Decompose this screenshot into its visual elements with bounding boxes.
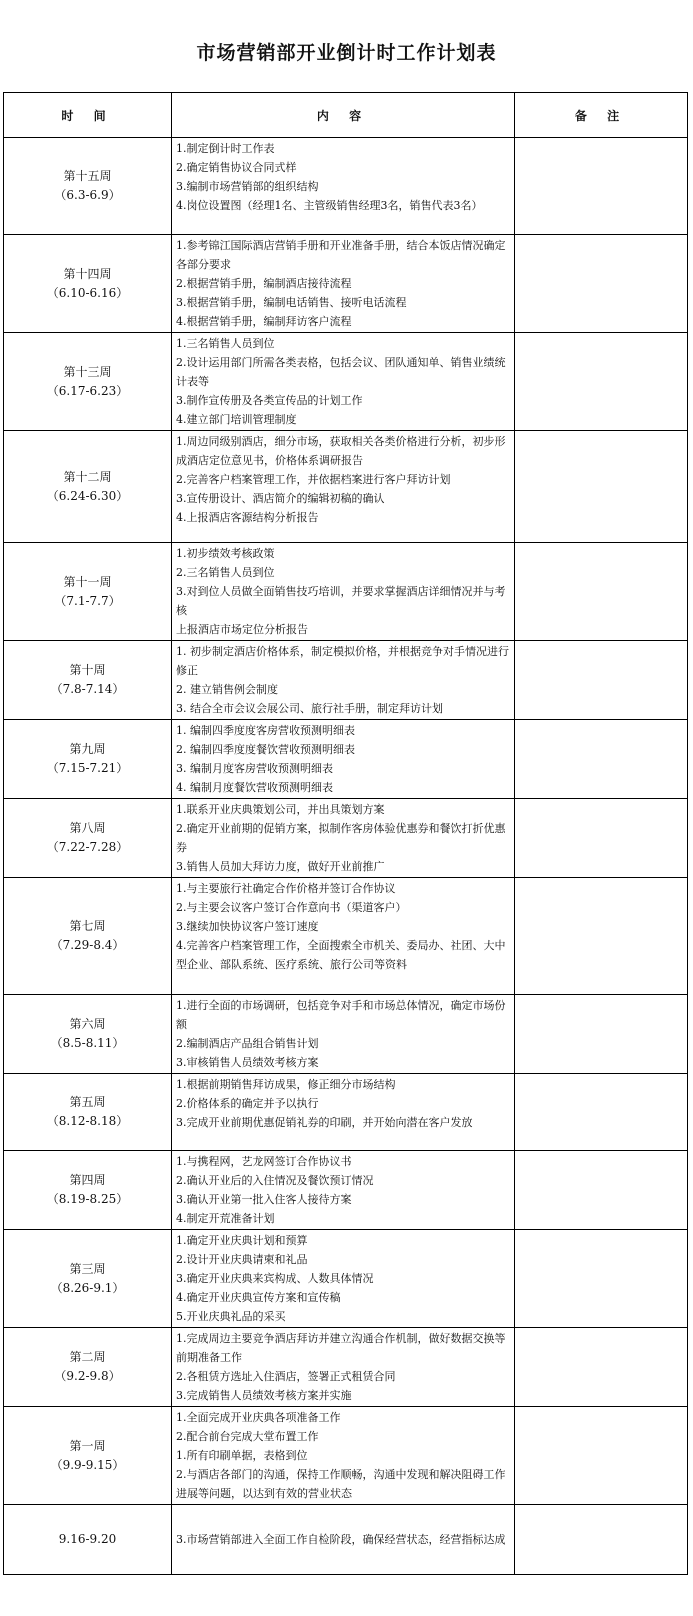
table-row [4, 1151, 688, 1230]
table-row [4, 333, 688, 431]
time-cell [4, 995, 172, 1074]
content-line: 3.继续加快协议客户签订速度 [176, 920, 319, 933]
note-cell [515, 1074, 688, 1151]
content-line: 2.设计开业庆典请柬和礼品 [176, 1253, 308, 1266]
content-line: 3.宣传册设计、酒店简介的编辑初稿的确认 [176, 492, 385, 505]
time-cell [4, 1407, 172, 1505]
date-range: （8.26-9.1） [50, 1280, 125, 1295]
header-content: 内 容 [172, 93, 515, 138]
content-line: 1.周边同级别酒店，细分市场，获取相关各类价格进行分析，初步形成酒店定位意见书，价格体系调研报告 [176, 435, 506, 467]
content-line: 4.岗位设置图（经理1名、主管级销售经理3名，销售代表3名） [176, 199, 483, 212]
week-label: 第二周 [69, 1350, 106, 1364]
note-cell [515, 1230, 688, 1328]
table-row [4, 543, 688, 641]
time-cell [4, 1151, 172, 1230]
content-cell [172, 235, 515, 333]
week-label: 第五周 [69, 1095, 106, 1109]
table-row [4, 1328, 688, 1407]
date-range: （8.19-8.25） [46, 1192, 129, 1206]
content-line: 1.进行全面的市场调研，包括竞争对手和市场总体情况，确定市场份额 [176, 999, 506, 1031]
table-row [4, 1407, 688, 1505]
time-cell [4, 720, 172, 799]
content-line: 2. 建立销售例会制度 [176, 683, 278, 696]
content-line: 3.审核销售人员绩效考核方案 [176, 1056, 319, 1069]
content-line: 2. 编制四季度度餐饮营收预测明细表 [176, 743, 355, 756]
table-row [4, 995, 688, 1074]
content-line: 1.制定倒计时工作表 [176, 142, 275, 155]
note-cell [515, 543, 688, 641]
week-label: 第十三周 [63, 364, 112, 379]
header-note: 备 注 [515, 93, 688, 138]
plan-table [3, 92, 688, 1575]
content-line: 1.所有印刷单据，表格到位 [176, 1449, 308, 1462]
date-range: （6.3-6.9） [54, 188, 121, 202]
week-label: 第十一周 [63, 574, 112, 589]
content-line: 2.编制酒店产品组合销售计划 [176, 1037, 319, 1050]
content-line: 1. 编制四季度度客房营收预测明细表 [176, 724, 355, 737]
content-line: 1.参考锦江国际酒店营销手册和开业准备手册，结合本饭店情况确定各部分要求 [176, 239, 506, 271]
content-cell [172, 431, 515, 543]
content-line: 2.与酒店各部门的沟通，保持工作顺畅，沟通中发现和解决阻碍工作进展等问题，以达到有效的营业状态 [176, 1468, 506, 1500]
content-line: 2.完善客户档案管理工作，并依据档案进行客户拜访计划 [176, 473, 451, 486]
week-label: 第六周 [69, 1017, 106, 1031]
content-line: 3. 结合全市会议会展公司、旅行社手册，制定拜访计划 [176, 702, 443, 715]
page-title: 市场营销部开业倒计时工作计划表 [196, 42, 497, 64]
note-cell [515, 235, 688, 333]
content-line: 2.配合前台完成大堂布置工作 [176, 1430, 319, 1443]
content-cell [172, 878, 515, 995]
content-line: 1.与携程网，艺龙网签订合作协议书 [176, 1155, 352, 1168]
content-line: 4.完善客户档案管理工作，全面搜索全市机关、委局办、社团、大中型企业、部队系统、医疗系统、旅行公司等资料 [176, 939, 506, 971]
content-line: 2.价格体系的确定并予以执行 [176, 1097, 319, 1110]
table-row [4, 878, 688, 995]
week-label: 第九周 [69, 742, 106, 756]
date-range: （9.2-9.8） [54, 1369, 121, 1383]
table-row [4, 138, 688, 235]
note-cell [515, 333, 688, 431]
time-cell [4, 543, 172, 641]
content-line: 3.市场营销部进入全面工作自检阶段，确保经营状态，经营指标达成 [176, 1533, 506, 1546]
time-cell [4, 1074, 172, 1151]
content-line: 4.根据营销手册，编制拜访客户流程 [176, 315, 352, 328]
week-label: 第十五周 [63, 169, 112, 183]
content-line: 3.制作宣传册及各类宣传品的计划工作 [176, 394, 363, 407]
note-cell [515, 799, 688, 878]
table-row [4, 799, 688, 878]
content-cell [172, 1230, 515, 1328]
content-line: 3. 编制月度客房营收预测明细表 [176, 762, 333, 775]
content-line: 4.制定开荒准备计划 [176, 1212, 275, 1225]
table-header-row [4, 93, 688, 138]
content-line: 5.开业庆典礼品的采买 [176, 1310, 286, 1323]
content-line: 2.各租赁方选址入住酒店，签署正式租赁合同 [176, 1370, 396, 1383]
date-range: （7.1-7.7） [54, 593, 121, 608]
content-line: 2.设计运用部门所需各类表格，包括会议、团队通知单、销售业绩统计表等 [176, 356, 506, 388]
content-cell [172, 1407, 515, 1505]
note-cell [515, 1505, 688, 1575]
table-row [4, 235, 688, 333]
time-cell [4, 1328, 172, 1407]
note-cell [515, 1328, 688, 1407]
content-line: 1.全面完成开业庆典各项准备工作 [176, 1411, 341, 1424]
content-cell [172, 1151, 515, 1230]
content-line: 3.根据营销手册，编制电话销售、接听电话流程 [176, 296, 407, 309]
note-cell [515, 1151, 688, 1230]
note-cell [515, 720, 688, 799]
note-cell [515, 641, 688, 720]
date-range: （7.8-7.14） [50, 682, 125, 696]
content-line: 1.初步绩效考核政策 [176, 547, 275, 560]
time-cell [4, 641, 172, 720]
date-range: （9.9-9.15） [50, 1457, 125, 1472]
content-cell [172, 1505, 515, 1575]
content-line: 2.确定开业前期的促销方案，拟制作客房体验优惠券和餐饮打折优惠券 [176, 822, 506, 854]
content-cell [172, 799, 515, 878]
content-line: 3.完成销售人员绩效考核方案并实施 [176, 1389, 352, 1402]
table-row [4, 641, 688, 720]
date-range: （6.10-6.16） [46, 285, 129, 300]
note-cell [515, 995, 688, 1074]
table-body [4, 138, 688, 1575]
week-label: 第十二周 [63, 469, 112, 484]
time-cell [4, 333, 172, 431]
content-line: 3.完成开业前期优惠促销礼券的印刷，并开始向潜在客户发放 [176, 1116, 473, 1129]
week-label: 第三周 [69, 1261, 106, 1276]
table-row [4, 720, 688, 799]
date-range: （6.17-6.23） [46, 383, 129, 398]
week-label: 第七周 [69, 919, 106, 933]
table-row [4, 1074, 688, 1151]
content-line: 4. 编制月度餐饮营收预测明细表 [176, 781, 333, 794]
content-line: 1. 初步制定酒店价格体系，制定模拟价格，并根据竞争对手情况进行修正 [176, 645, 509, 677]
content-line: 3.编制市场营销部的组织结构 [176, 180, 319, 193]
content-cell [172, 543, 515, 641]
content-line: 上报酒店市场定位分析报告 [176, 623, 308, 636]
content-line: 1.确定开业庆典计划和预算 [176, 1234, 308, 1247]
time-cell [4, 431, 172, 543]
table-row [4, 431, 688, 543]
date-range: （7.15-7.21） [46, 761, 129, 775]
content-line: 3.确定开业庆典来宾构成、人数具体情况 [176, 1272, 374, 1285]
table-row [4, 1505, 688, 1575]
date-range: （7.29-8.4） [50, 938, 125, 952]
content-line: 1.与主要旅行社确定合作价格并签订合作协议 [176, 882, 396, 895]
content-line: 2.确认开业后的入住情况及餐饮预订情况 [176, 1174, 374, 1187]
time-cell [4, 1505, 172, 1575]
time-cell [4, 799, 172, 878]
date-range: （6.24-6.30） [46, 488, 129, 503]
content-line: 1.根据前期销售拜访成果，修正细分市场结构 [176, 1078, 396, 1091]
content-cell [172, 1328, 515, 1407]
content-cell [172, 995, 515, 1074]
header-time: 时 间 [4, 93, 172, 138]
content-line: 2.三名销售人员到位 [176, 566, 275, 579]
content-line: 3.销售人员加大拜访力度，做好开业前推广 [176, 860, 385, 873]
week-label: 第八周 [69, 821, 106, 835]
content-cell [172, 138, 515, 235]
content-line: 2.与主要会议客户签订合作意向书（渠道客户） [176, 901, 407, 914]
content-line: 4.建立部门培训管理制度 [176, 413, 297, 426]
note-cell [515, 1407, 688, 1505]
date-range: （7.22-7.28） [46, 840, 129, 854]
date-range: （8.12-8.18） [46, 1114, 129, 1128]
content-line: 3.对到位人员做全面销售技巧培训，并要求掌握酒店详细情况并与考核 [176, 585, 506, 617]
content-cell [172, 333, 515, 431]
table-row [4, 1230, 688, 1328]
time-cell [4, 1230, 172, 1328]
content-line: 2.确定销售协议合同式样 [176, 161, 297, 174]
week-label: 第四周 [69, 1173, 106, 1187]
content-line: 1.联系开业庆典策划公司，并出具策划方案 [176, 803, 385, 816]
week-label: 第十四周 [63, 266, 112, 281]
time-cell [4, 138, 172, 235]
content-cell [172, 720, 515, 799]
content-cell [172, 641, 515, 720]
time-cell [4, 235, 172, 333]
content-line: 1.完成周边主要竞争酒店拜访并建立沟通合作机制，做好数据交换等前期准备工作 [176, 1332, 506, 1364]
note-cell [515, 431, 688, 543]
time-cell [4, 878, 172, 995]
week-label: 第十周 [69, 663, 106, 677]
note-cell [515, 878, 688, 995]
content-cell [172, 1074, 515, 1151]
note-cell [515, 138, 688, 235]
date-range: 9.16-9.20 [58, 1532, 117, 1546]
week-label: 第一周 [69, 1438, 106, 1453]
content-line: 4.上报酒店客源结构分析报告 [176, 511, 319, 524]
content-line: 4.确定开业庆典宣传方案和宣传稿 [176, 1291, 341, 1304]
content-line: 2.根据营销手册，编制酒店接待流程 [176, 277, 352, 290]
content-line: 3.确认开业第一批入住客人接待方案 [176, 1193, 352, 1206]
date-range: （8.5-8.11） [50, 1036, 125, 1050]
content-line: 1.三名销售人员到位 [176, 337, 275, 350]
